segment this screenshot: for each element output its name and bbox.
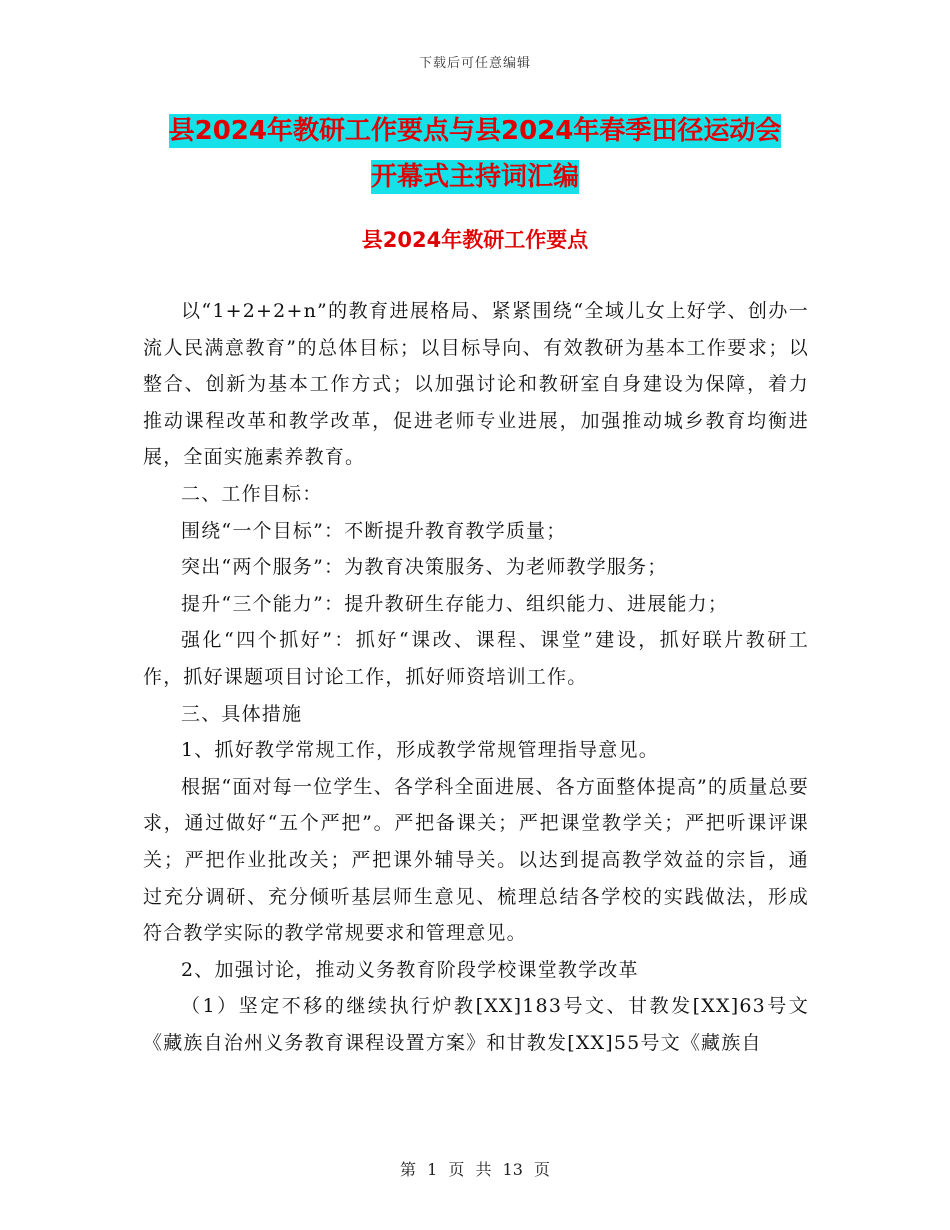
document-title [0,108,950,200]
heading-work-goals: 二、工作目标： [181,482,323,505]
header-note: 下载后可任意编辑 [418,56,531,71]
paragraph-measure-1-body: 根据“面对每一位学生、各学科全面进展、各方面整体提高”的质量总要求，通过做好“五个严把”。严把备课关；严把课堂教学关；严把听课评课关；严把作业批改关；严把课外辅导关。以达到提高教学效益的宗旨，通过充分调研、充分倾听基层师生意见、梳理总结各学校的实践做法，形成符合教学实际的教学常规要求和管理意见。 [143,775,809,945]
paragraph-measure-2-item-1: （1）坚定不移的继续执行炉教[XX]183号文、甘教发[XX]63号文《藏族自治州义务教育课程设置方案》和甘教发[XX]55号文《藏族自 [143,995,809,1054]
paragraph-measure-1-heading: 1、抓好教学常规工作，形成教学常规管理指导意见。 [181,739,659,762]
document-body [143,293,809,1061]
paragraph-intro: 以“1+2+2+n”的教育进展格局、紧紧围绕“全域儿女上好学、创办一流人民满意教育”的总体目标；以目标导向、有效教研为基本工作要求；以整合、创新为基本工作方式；以加强讨论和教研室自身建设为保障，着力推动课程改革和教学改革，促进老师专业进展，加强推动城乡教育均衡进展，全面实施素养教育。 [143,300,809,469]
paragraph-goal-4: 强化“四个抓好”：抓好“课改、课程、课堂”建设，抓好联片教研工作，抓好课题项目讨论工作，抓好师资培训工作。 [143,629,809,688]
title-line-2: 开幕式主持词汇编 [370,162,579,192]
title-line-1: 县2024年教研工作要点与县2024年春季田径运动会 [168,116,782,146]
paragraph-measure-2-heading: 2、加强讨论，推动义务教育阶段学校课堂教学改革 [181,958,639,981]
paragraph-goal-2: 突出“两个服务”：为教育决策服务、为老师教学服务； [181,556,668,579]
page-footer: 第 1 页 共 13 页 [400,1160,550,1179]
section-title: 县2024年教研工作要点 [361,228,589,252]
paragraph-goal-1: 围绕“一个目标”：不断提升教育教学质量； [181,519,567,542]
heading-measures: 三、具体措施 [181,702,303,725]
paragraph-goal-3: 提升“三个能力”：提升教研生存能力、组织能力、进展能力； [181,592,729,615]
